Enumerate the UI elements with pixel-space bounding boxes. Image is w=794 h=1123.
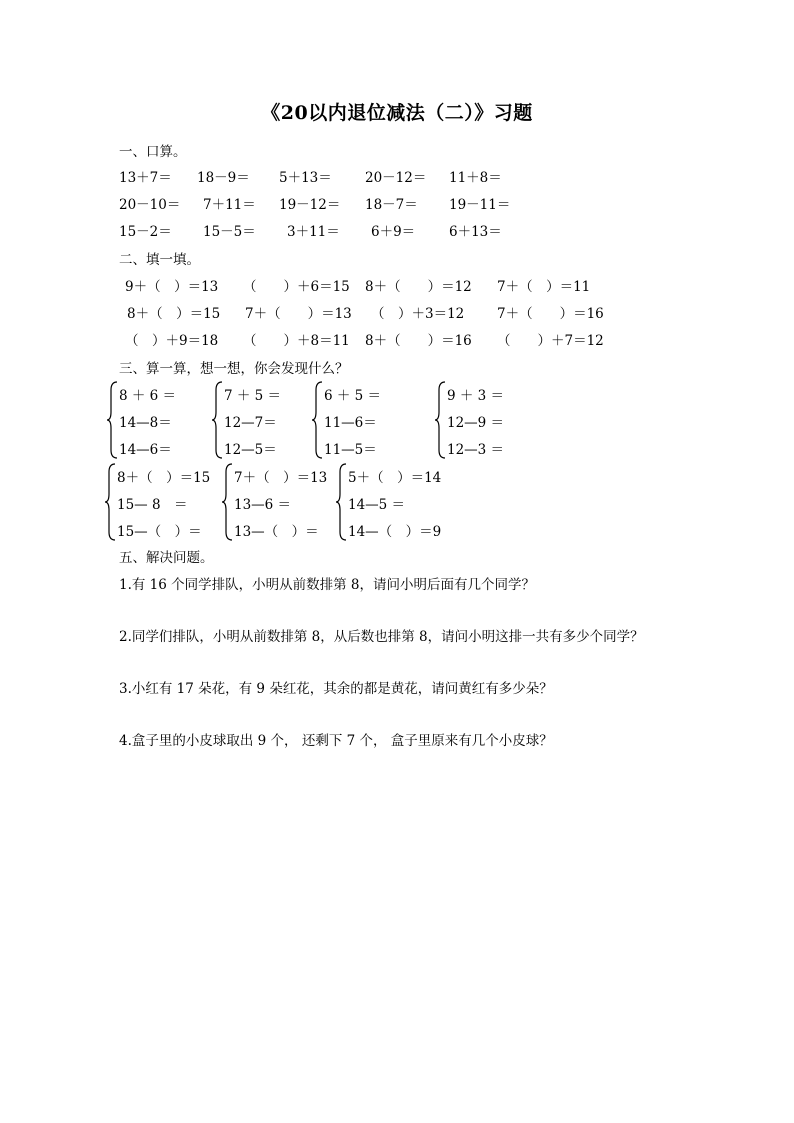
equation-line: 14—5 ＝ (348, 497, 406, 513)
brace-icon (220, 462, 234, 542)
section-oral-heading: 一、口算。 (119, 144, 187, 160)
equation-line: 15—（ ）＝ (117, 524, 202, 540)
fill-item: 9＋（ ）＝13 (125, 279, 219, 295)
equation-group (310, 380, 430, 460)
oral-item: 5＋13＝ (279, 170, 332, 186)
oral-row (119, 166, 759, 186)
equation-line: 14—8＝ (119, 415, 172, 431)
equation-line: 12—5＝ (224, 442, 277, 458)
word-problem: 4.盒子里的小皮球取出 9 个， 还剩下 7 个， 盒子里原来有几个小皮球？ (119, 733, 553, 749)
equation-group (334, 462, 464, 542)
oral-row (119, 220, 759, 240)
section-problems-heading: 五、解决问题。 (119, 550, 214, 566)
fill-item: 8＋（ ）＝12 (365, 279, 472, 295)
brace-icon (105, 380, 119, 460)
oral-item: 3＋11＝ (287, 224, 340, 240)
fill-item: 7＋（ ）＝13 (245, 306, 352, 322)
oral-row (119, 193, 759, 213)
oral-item: 18－7＝ (365, 197, 418, 213)
section-compute-heading: 三、算一算，想一想，你会发现什么？ (119, 361, 349, 377)
fill-item: 7＋（ ）＝11 (497, 279, 591, 295)
brace-icon (433, 380, 447, 460)
fill-item: （ ）＋7＝12 (497, 333, 604, 349)
word-problem: 1.有 16 个同学排队，小明从前数排第 8，请问小明后面有几个同学？ (119, 577, 536, 593)
oral-item: 20－10＝ (119, 197, 181, 213)
equation-line: 7＋（ ）＝13 (234, 470, 328, 486)
equation-group (103, 462, 233, 542)
fill-item: （ ）＋3＝12 (371, 306, 465, 322)
section-fill-heading: 二、填一填。 (119, 252, 200, 268)
oral-item: 19－12＝ (279, 197, 341, 213)
brace-icon (210, 380, 224, 460)
equation-line: 14—（ ）＝9 (348, 524, 442, 540)
fill-item: 8＋（ ）＝15 (127, 306, 221, 322)
fill-item: （ ）＋8＝11 (243, 333, 350, 349)
fill-item: 8＋（ ）＝16 (365, 333, 472, 349)
equation-line: 8 ＋ 6 ＝ (119, 388, 177, 404)
oral-item: 15－2＝ (119, 224, 172, 240)
oral-item: 6＋9＝ (371, 224, 416, 240)
oral-item: 13＋7＝ (119, 170, 172, 186)
equation-line: 11—6＝ (324, 415, 377, 431)
equation-group (105, 380, 225, 460)
oral-item: 20－12＝ (365, 170, 427, 186)
brace-icon (334, 462, 348, 542)
equation-line: 13—（ ）＝ (234, 524, 319, 540)
brace-icon (103, 462, 117, 542)
equation-group (433, 380, 553, 460)
page-title: 《20以内退位减法（二）》习题 (261, 102, 533, 124)
equation-line: 13—6 ＝ (234, 497, 292, 513)
word-problem: 2.同学们排队，小明从前数排第 8，从后数也排第 8，请问小明这排一共有多少个同学？ (119, 629, 644, 645)
equation-line: 6 ＋ 5 ＝ (324, 388, 382, 404)
oral-item: 11＋8＝ (449, 170, 502, 186)
oral-item: 7＋11＝ (203, 197, 256, 213)
oral-item: 18－9＝ (197, 170, 250, 186)
equation-line: 12—9 ＝ (447, 415, 505, 431)
oral-item: 6＋13＝ (449, 224, 502, 240)
equation-line: 12—7＝ (224, 415, 277, 431)
equation-line: 15— 8 ＝ (117, 497, 188, 513)
oral-item: 19－11＝ (449, 197, 511, 213)
equation-line: 11—5＝ (324, 442, 377, 458)
fill-item: （ ）＋9＝18 (125, 333, 219, 349)
equation-line: 12—3 ＝ (447, 442, 505, 458)
fill-row (119, 302, 759, 322)
equation-line: 5＋（ ）＝14 (348, 470, 442, 486)
oral-item: 15－5＝ (203, 224, 256, 240)
brace-icon (310, 380, 324, 460)
equation-line: 8＋（ ）＝15 (117, 470, 211, 486)
equation-line: 9 ＋ 3 ＝ (447, 388, 505, 404)
equation-group (220, 462, 350, 542)
equation-line: 14—6＝ (119, 442, 172, 458)
word-problem: 3.小红有 17 朵花，有 9 朵红花，其余的都是黄花，请问黄红有多少朵？ (119, 681, 553, 697)
fill-row (119, 329, 759, 349)
fill-row (119, 275, 759, 295)
fill-item: （ ）＋6＝15 (243, 279, 350, 295)
equation-line: 7 ＋ 5 ＝ (224, 388, 282, 404)
fill-item: 7＋（ ）＝16 (497, 306, 604, 322)
